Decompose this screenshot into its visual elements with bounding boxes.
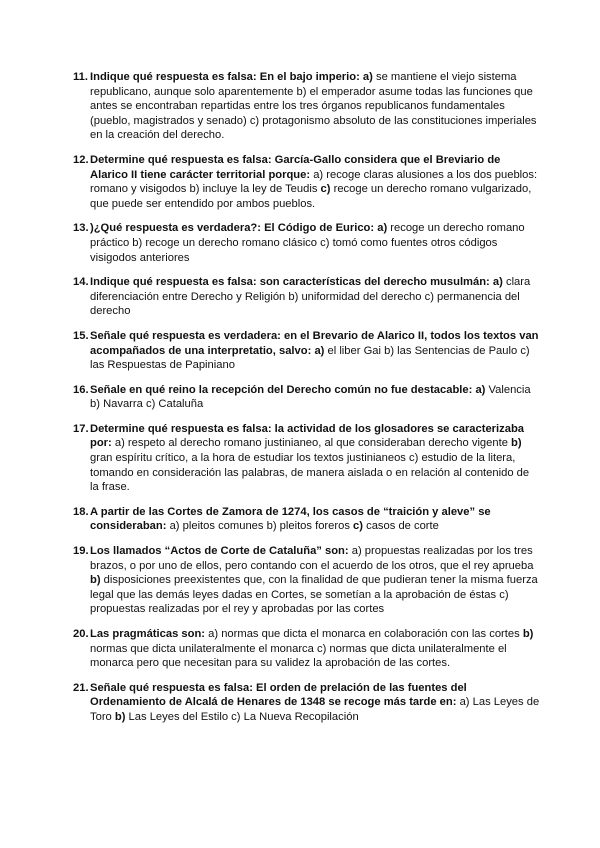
question-number: 11 . [73, 70, 88, 85]
answer-option [208, 628, 520, 640]
option-letter: a) [314, 344, 325, 357]
answer-option [190, 183, 318, 195]
option-text: tomó como fuentes otros códigos visigodos anteriores [90, 236, 498, 264]
option-text: disposiciones preexistentes que, con la finalidad de que pudieran tener la misma fuerza legal que las demás leyes dadas en Cortes, se sometían a la aprobación de éstas [90, 574, 538, 601]
option-letter: b) [90, 574, 101, 587]
answer-option [146, 398, 203, 410]
question-number: 21 . [73, 681, 89, 696]
option-text: Cataluña [158, 398, 204, 411]
option-letter: b) [288, 290, 299, 303]
option-text: Navarra [103, 398, 143, 411]
question-number: 13 . [73, 221, 89, 236]
question-number: 20 . [73, 627, 89, 642]
option-text: propuestas realizadas por el rey y aprobadas por las cortes [90, 603, 385, 616]
answer-option [231, 711, 359, 723]
answer-option [90, 398, 143, 410]
question-number: 14 . [73, 275, 89, 290]
option-text: recoge un derecho romano vulgarizado, que puede ser entendido por ambos pueblos. [90, 183, 532, 210]
option-letter: c) [145, 398, 156, 411]
option-letter: c) [424, 290, 434, 303]
question-number: 12 . [73, 153, 89, 168]
option-letter: b) [511, 437, 522, 450]
option-letter: a) [492, 276, 503, 289]
option-text: propuestas realizadas por los tres brazos, o por uno de ellos, pero contando con el acuerdo de los otros, que el rey aprueba [90, 545, 534, 572]
option-letter: a) [208, 628, 219, 640]
question-number: 19 . [73, 544, 89, 559]
option-text: Las Leyes del Estilo [128, 710, 229, 723]
option-letter: b) [384, 344, 395, 357]
option-text: Valencia [488, 383, 531, 396]
option-letter: b) [90, 398, 100, 411]
question-stem: )¿Qué respuesta es verdadera?: El Código de Eurico: [90, 222, 375, 235]
answer-option [288, 291, 421, 303]
option-text: respeto al derecho romano justinianeo, al que consideraban derecho vigente [127, 437, 508, 450]
option-letter: a) [114, 437, 125, 450]
question-stem: Señale qué respuesta es falsa: El orden de prelación de las fuentes del Ordenamiento de Alcalá de Henares de 1348 se recoge más tarde en: [90, 681, 467, 709]
option-text: La Nueva Recopilación [243, 710, 359, 723]
option-letter: c) [316, 642, 327, 655]
option-text: protagonismo absoluto de las constituciones imperiales en la creación del derecho. [90, 114, 537, 142]
question-item [73, 221, 540, 265]
option-text: normas que dicta unilateralmente el monarca [90, 642, 314, 655]
option-text: pleitos comunes [182, 520, 264, 533]
option-letter: b) [266, 520, 277, 533]
question-stem: Señale qué respuesta es verdadera: en el Brevario de Alarico II, todos los textos van acompañados de una interpretatio, salvo: [90, 329, 539, 357]
option-letter: a) [351, 545, 362, 558]
question-stem: Determine qué respuesta es falsa: García-Gallo considera que el Breviario de Alarico II tiene carácter territorial porque: [90, 153, 501, 181]
option-text: normas que dicta el monarca en colaboración con las cortes [221, 628, 520, 640]
option-letter: b) [114, 710, 126, 723]
question-number: 16 . [73, 383, 89, 398]
question-item [73, 681, 540, 725]
question-stem: Las pragmáticas son: [90, 628, 206, 640]
option-letter: c) [409, 452, 419, 465]
question-number: 15 . [73, 329, 89, 344]
question-stem: A partir de las Cortes de Zamora de 1274, los casos de “traición y aleve” se consideraban: [90, 505, 491, 533]
question-stem: Señale en qué reino la recepción del Derecho común no fue destacable: a) [90, 383, 486, 396]
option-text: recoge un derecho romano práctico [90, 222, 525, 249]
option-letter: c) [320, 183, 331, 196]
answer-option [132, 237, 317, 249]
option-text: recoge claras alusiones a los dos pueblos: romano y visigodos [90, 168, 538, 196]
question-item [73, 275, 540, 319]
option-text: pleitos foreros [279, 520, 350, 533]
option-text: las Respuestas de Papiniano [90, 359, 235, 372]
answer-option [353, 520, 439, 532]
question-number: 18 . [73, 505, 89, 520]
option-text: clara diferenciación entre Derecho y Religión [90, 276, 531, 303]
answer-option [314, 345, 381, 357]
question-stem: Indique qué respuesta es falsa: En el bajo imperio: [90, 71, 360, 83]
answer-option [489, 384, 531, 396]
option-letter: a) [169, 520, 180, 533]
option-letter: c) [231, 710, 241, 723]
option-text: incluye la ley de Teudis [202, 183, 318, 196]
option-letter: b) [189, 183, 200, 196]
question-item [73, 329, 540, 373]
option-text: permanencia del derecho [90, 290, 520, 318]
question-stem: Los llamados “Actos de Corte de Cataluña” son: [90, 545, 349, 558]
question-item [73, 422, 540, 495]
option-text: estudio de la litera, tomando en consideración las palabras, de manera aislada o en relación al contenido de la frase. [90, 452, 530, 494]
option-letter: b) [522, 628, 534, 640]
option-text: el emperador asume todas las funciones que antes se encontraban repartidas entre los tres órganos republicanos fundamentales (pueblo, magistrados y senado) [90, 85, 533, 127]
option-letter: c) [520, 344, 530, 357]
question-item [73, 627, 540, 671]
option-text: gran espíritu crítico, a la hora de estudiar los textos justinianeos [90, 452, 406, 465]
answer-option [115, 437, 508, 449]
question-item [73, 544, 540, 617]
option-letter: a) [459, 696, 470, 709]
question-item [73, 505, 540, 534]
answer-option [115, 711, 228, 723]
option-letter: c) [249, 114, 260, 127]
option-text: casos de corte [366, 520, 439, 533]
option-text: Las Leyes de Toro [90, 696, 540, 723]
option-text: uniformidad del derecho [301, 290, 422, 303]
option-text: las Sentencias de Paulo [397, 344, 518, 357]
question-list [73, 70, 540, 725]
option-letter: c) [499, 588, 509, 601]
answer-option [170, 520, 264, 532]
question-stem: Indique qué respuesta es falsa: son características del derecho musulmán: [90, 276, 490, 289]
option-letter: a) [362, 71, 373, 83]
question-item [73, 383, 540, 412]
option-text: se mantiene el viejo sistema republicano, aunque solo aparentemente [90, 71, 517, 98]
question-item [73, 153, 540, 211]
answer-option [384, 345, 517, 357]
option-letter: c) [353, 520, 363, 533]
option-letter: a) [377, 222, 388, 235]
option-letter: c) [320, 236, 330, 249]
answer-option [267, 520, 350, 532]
option-letter: b) [296, 85, 307, 98]
question-stem: Determine qué respuesta es falsa: la actividad de los glosadores se caracterizaba por: [90, 422, 525, 450]
question-number: 17 . [73, 422, 89, 437]
option-letter: b) [132, 236, 143, 249]
answer-option [90, 574, 538, 601]
option-text: normas que dicta unilateralmente el monarca pero que necesitan para su validez la aprobación de las cortes. [90, 642, 507, 670]
option-text: recoge un derecho romano clásico [145, 236, 318, 249]
option-letter: a) [313, 168, 324, 181]
question-item [73, 70, 540, 143]
option-text: el liber Gai [327, 344, 381, 357]
